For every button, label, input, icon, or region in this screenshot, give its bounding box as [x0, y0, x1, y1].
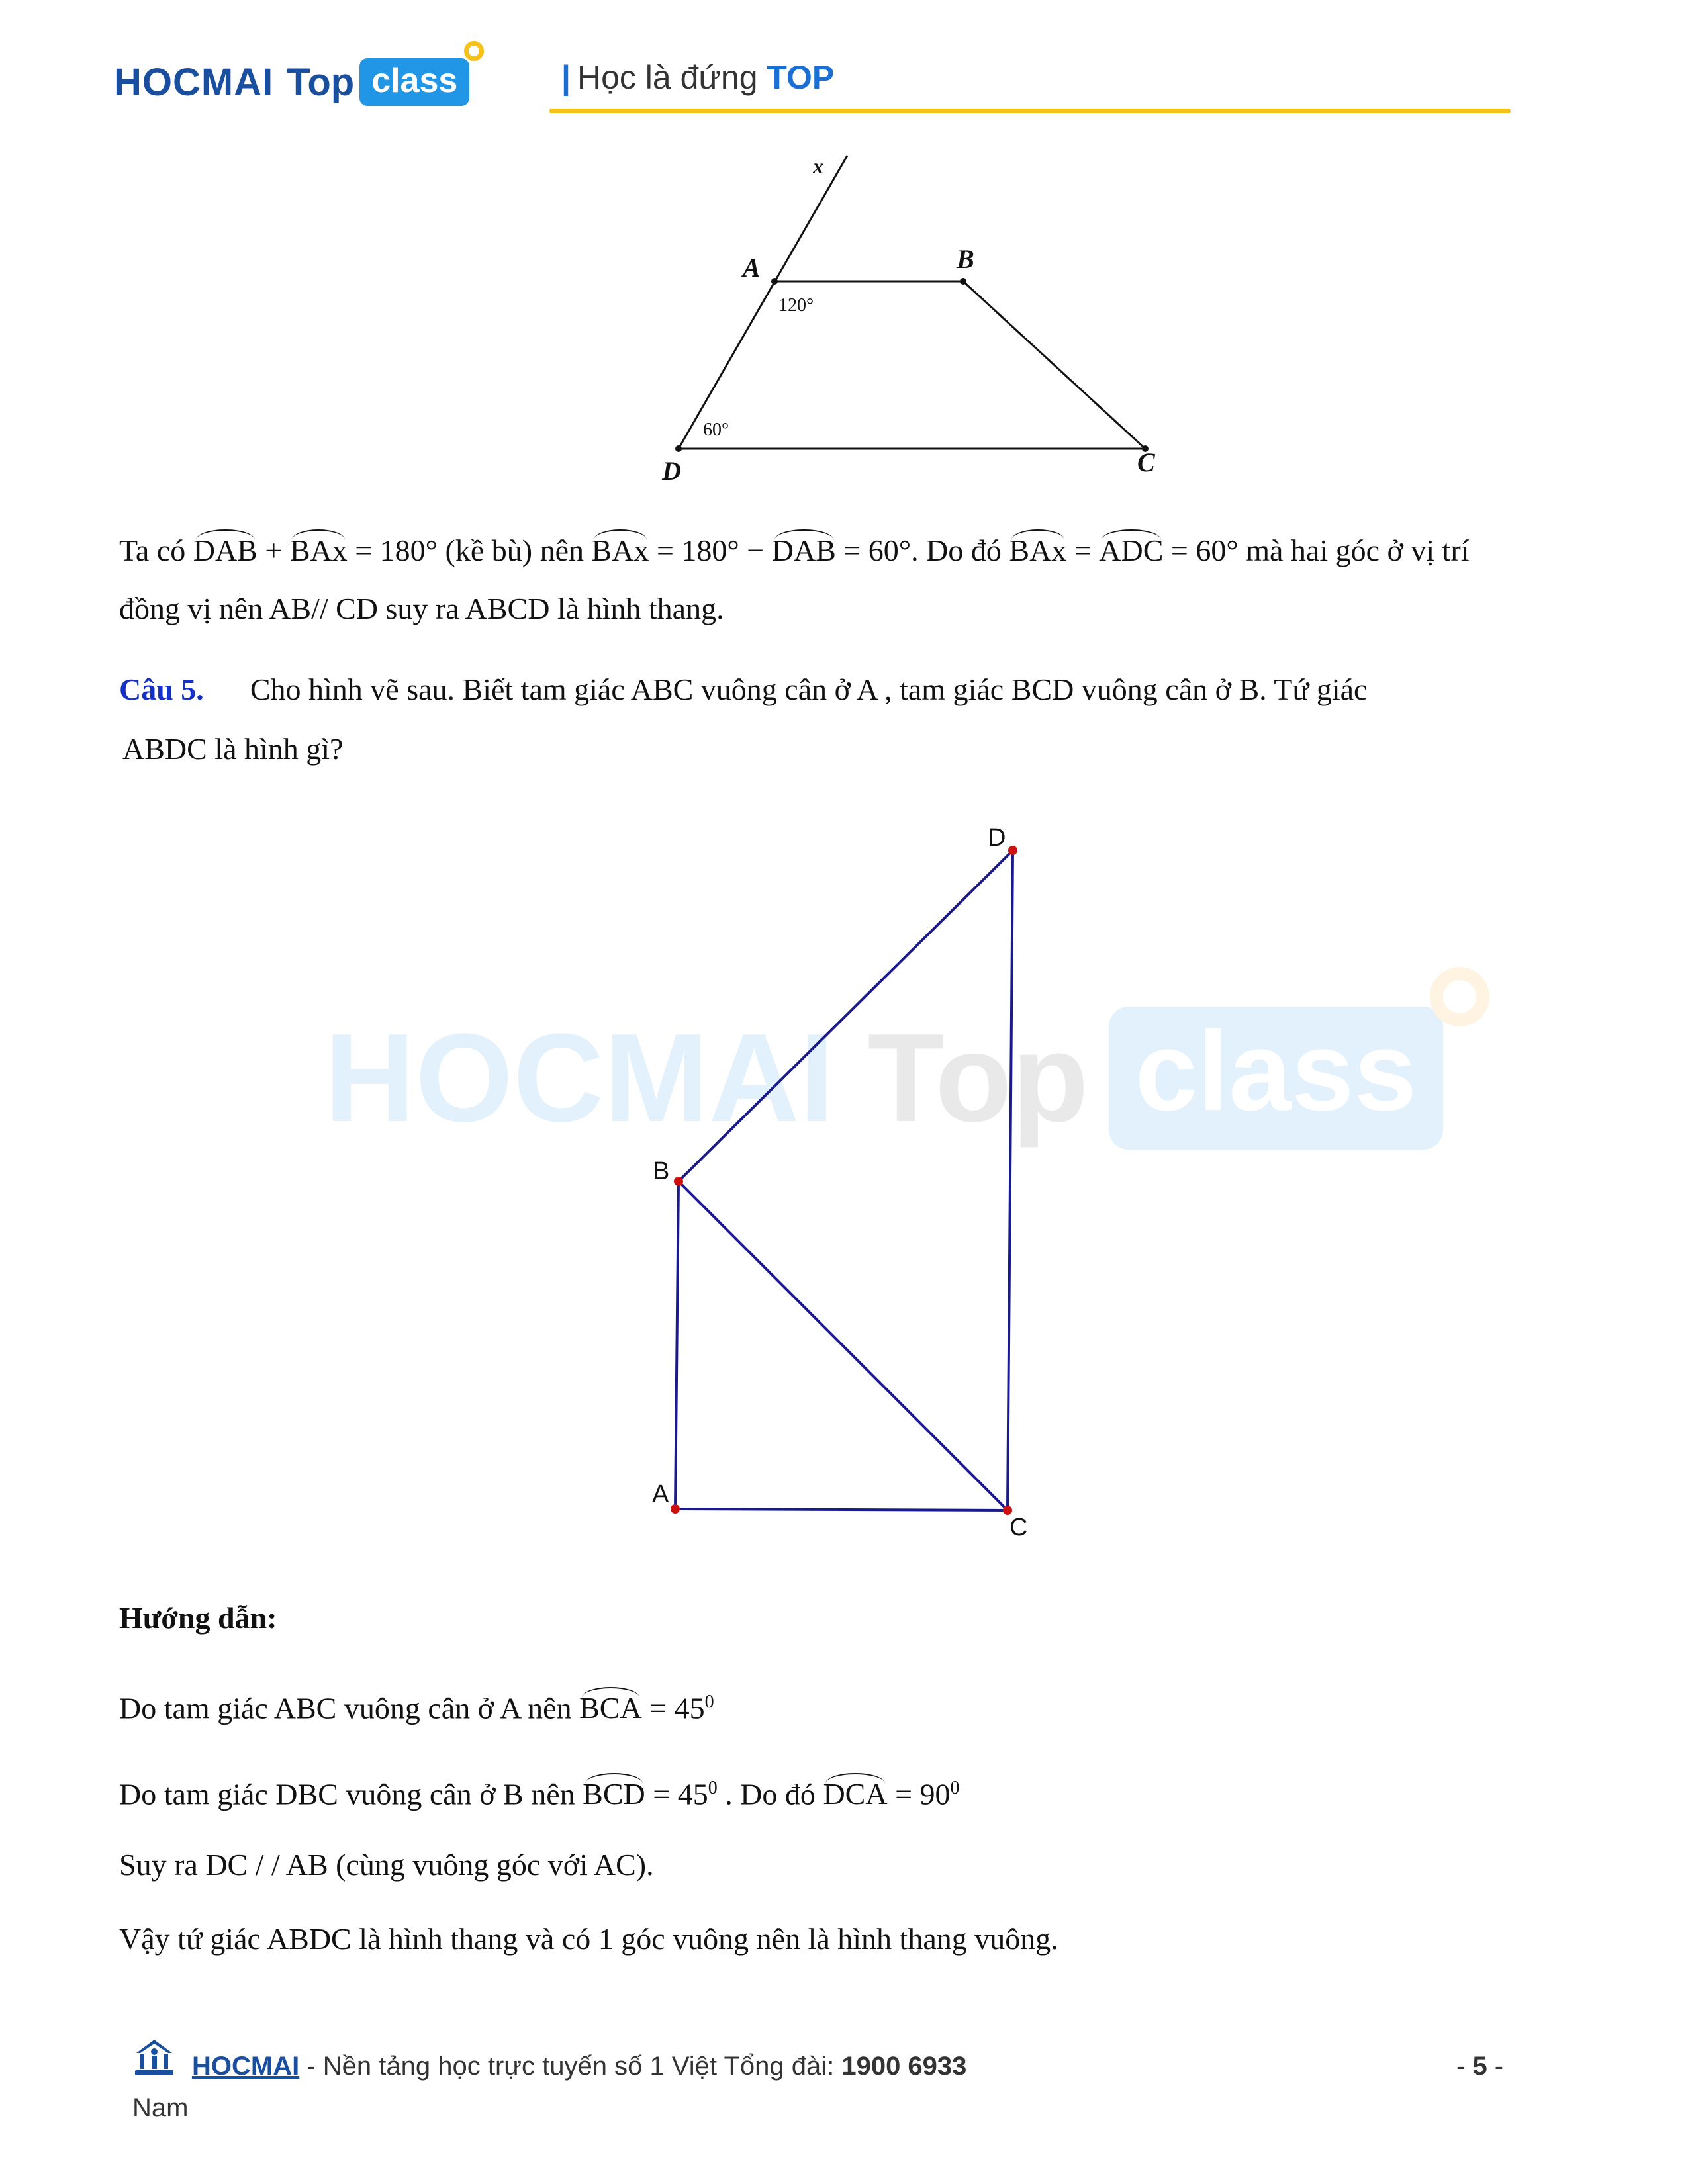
footer-brand-link[interactable]: HOCMAI: [192, 2052, 300, 2081]
label-a: A: [743, 253, 761, 283]
superscript: 0: [950, 1778, 960, 1798]
text: = 45: [645, 1777, 708, 1811]
text: = 60°. Do đó: [835, 533, 1009, 567]
question-text: Cho hình vẽ sau. Biết tam giác ABC vuông cân ở A , tam giác BCD vuông cân ở B. Tứ giác: [250, 672, 1368, 706]
question-label: Câu 5.: [119, 672, 204, 706]
label-c: C: [1009, 1514, 1028, 1541]
label-b: B: [957, 244, 974, 274]
angle-bcd: BCD: [583, 1774, 645, 1814]
segment-bc: [679, 1181, 1008, 1510]
solution-step-1: [119, 1682, 714, 1728]
angle-bax: BAx: [1009, 531, 1066, 570]
question-5-line2: ABDC là hình gì?: [122, 732, 344, 766]
label-d: D: [988, 824, 1006, 852]
label-c: C: [1137, 447, 1155, 477]
logo-class-text: class: [371, 62, 458, 100]
logo-hocmai-text: HOCMAI: [114, 60, 274, 104]
text: Ta có: [119, 533, 193, 567]
tagline-top: TOP: [767, 59, 835, 96]
text: = 180° −: [649, 533, 772, 567]
watermark-top: Top: [867, 1008, 1089, 1148]
hotline-number: 1900 6933: [841, 2052, 967, 2081]
point-b: [674, 1177, 683, 1186]
solution-step-2: [119, 1768, 960, 1814]
footer-nam: Nam: [132, 2093, 189, 2122]
text: +: [257, 533, 290, 567]
angle-bca: BCA: [579, 1688, 642, 1728]
tagline-bar: |: [561, 59, 571, 96]
label-d: D: [662, 456, 681, 486]
segment-ba: [675, 1181, 679, 1509]
angle-d-label: 60°: [703, 420, 729, 440]
point-a: [671, 1504, 680, 1514]
solution-conclusion: Vậy tứ giác ABDC là hình thang và có 1 góc vuông nên là hình thang vuông.: [119, 1922, 1058, 1956]
segment-dc: [1008, 850, 1013, 1510]
angle-bax: BAx: [290, 531, 348, 570]
text: = 180° (kề bù) nên: [347, 533, 592, 567]
watermark-hocmai: HOCMAI: [324, 1008, 835, 1148]
angle-bax: BAx: [592, 531, 649, 570]
page-number-value: 5: [1472, 2052, 1487, 2081]
angle-a-label: 120°: [778, 295, 814, 316]
angle-dca: DCA: [823, 1774, 887, 1814]
label-a: A: [652, 1480, 669, 1508]
tagline-text: Học là đứng: [577, 59, 767, 96]
label-x: x: [813, 154, 823, 178]
angle-dab: DAB: [772, 531, 836, 570]
para-angle-proof-line2: đồng vị nên AB// CD suy ra ABCD là hình thang.: [119, 592, 724, 625]
hotline-label: Tổng đài:: [724, 2052, 842, 2081]
segment-bd: [679, 850, 1013, 1181]
text: . Do đó: [717, 1777, 823, 1811]
watermark-class: class: [1135, 1009, 1417, 1134]
page-number: - 5 -: [1456, 2052, 1504, 2081]
text: Do tam giác DBC vuông cân ở B nên: [119, 1777, 583, 1811]
hocmai-house-icon: [131, 2038, 177, 2078]
text: Do tam giác ABC vuông cân ở A nên: [119, 1691, 580, 1725]
text: =: [1066, 533, 1100, 567]
segment-ac: [675, 1509, 1008, 1510]
angle-dab: DAB: [193, 531, 258, 570]
angle-adc: ADC: [1099, 531, 1163, 570]
text: = 45: [641, 1691, 705, 1725]
logo-top-text: Top: [287, 60, 355, 104]
label-b: B: [653, 1158, 670, 1185]
superscript: 0: [704, 1692, 714, 1712]
point-d: [1008, 846, 1017, 855]
solution-heading: Hướng dẫn:: [119, 1601, 277, 1635]
solution-step-3: Suy ra DC / / AB (cùng vuông góc với AC).: [119, 1848, 654, 1882]
text: = 60° mà hai góc ở vị trí: [1163, 533, 1470, 567]
superscript: 0: [708, 1778, 718, 1798]
text: = 90: [887, 1777, 951, 1811]
footer-text: [192, 2052, 966, 2081]
footer-tagline: - Nền tảng học trực tuyến số 1 Việt: [299, 2052, 724, 2081]
